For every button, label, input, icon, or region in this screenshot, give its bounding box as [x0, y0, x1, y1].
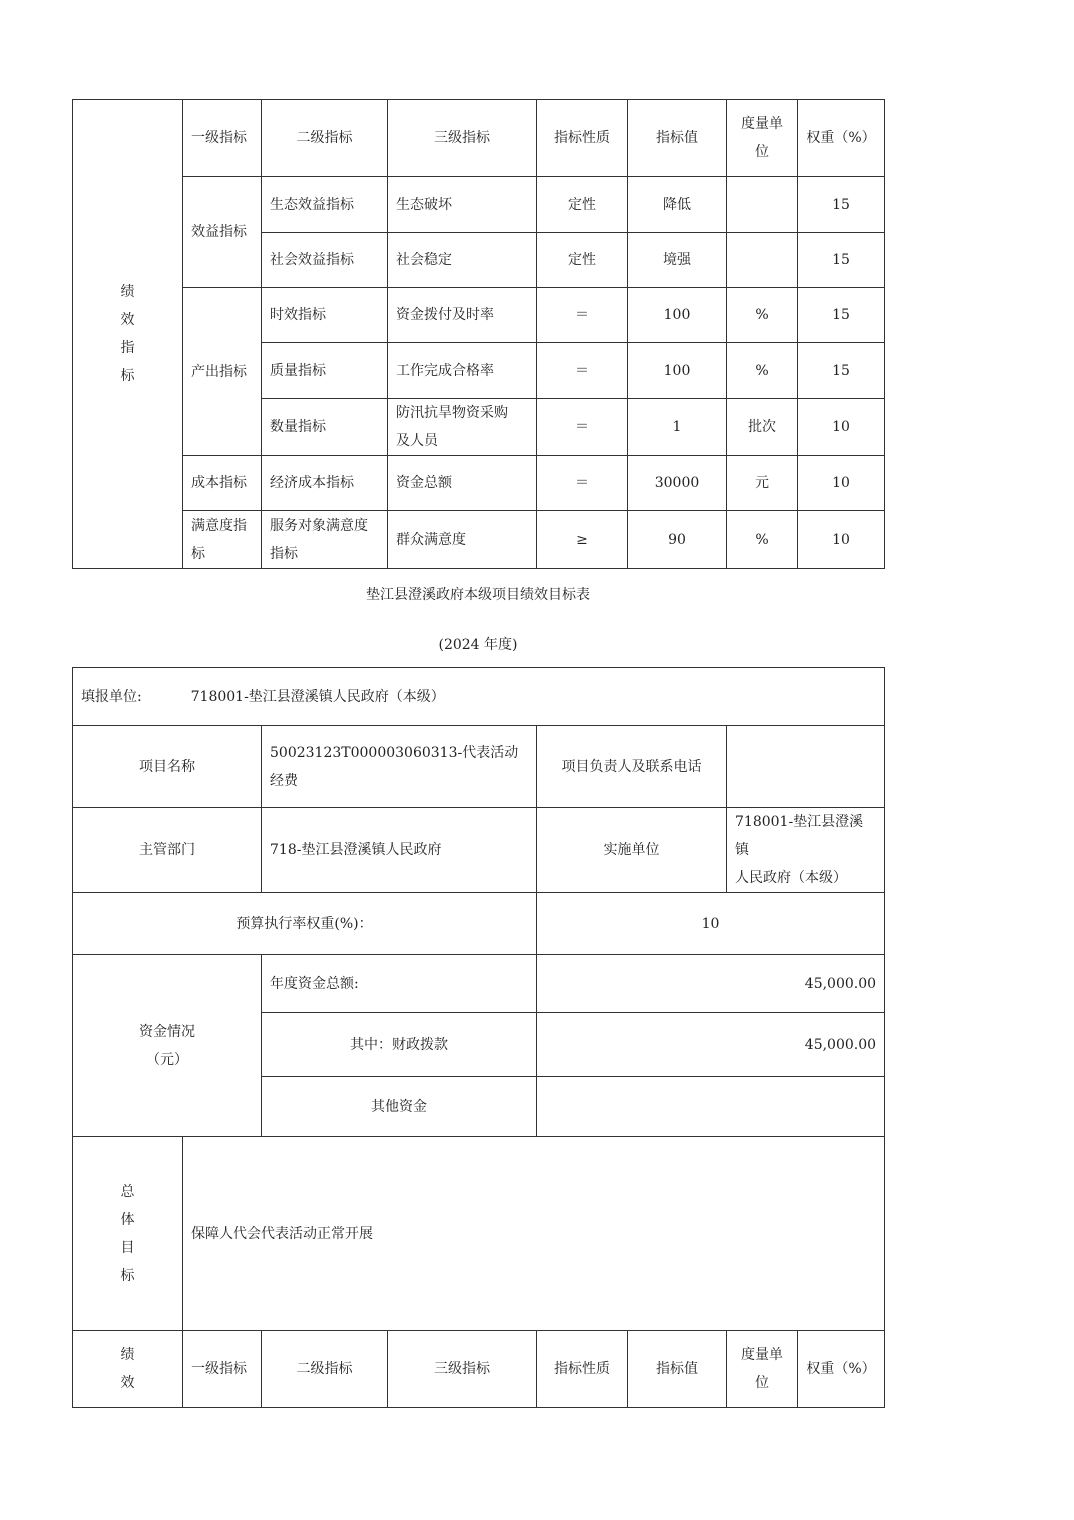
overall-goal-label: [73, 1137, 183, 1331]
header-level1: 一级指标: [183, 1331, 262, 1408]
unit-cell: %: [727, 288, 798, 343]
fiscal-label: 其中：财政拨款: [262, 1013, 537, 1077]
level1-cell: 产出指标: [183, 288, 262, 456]
level2-cell: 服务对象满意度 指标: [262, 511, 388, 569]
weight-cell: 10: [798, 511, 885, 569]
value-cell: 30000: [628, 456, 727, 511]
level3-cell: 生态破坏: [388, 177, 537, 233]
funds-label: 资金情况 （元）: [73, 955, 262, 1137]
perf-char: 绩: [120, 1347, 135, 1363]
contact-value: [727, 726, 885, 808]
goal-char: 目: [120, 1239, 135, 1256]
nature-cell: ＝: [537, 399, 628, 456]
annual-total-value: 45,000.00: [537, 955, 885, 1013]
level2-cell: 生态效益指标: [262, 177, 388, 233]
fill-unit-label: 填报单位:: [81, 688, 142, 705]
value-cell: 境强: [628, 233, 727, 288]
table-row: [73, 511, 885, 569]
dept-value: 718-垫江县澄溪镇人民政府: [262, 808, 537, 893]
perf-char: 效: [120, 1375, 135, 1391]
header-level2: 二级指标: [262, 1331, 388, 1408]
header-weight: 权重（%）: [798, 100, 885, 177]
project-target-table: [72, 667, 885, 1408]
dept-label: 主管部门: [73, 808, 262, 893]
annual-total-label: 年度资金总额:: [262, 955, 537, 1013]
level3-cell: 社会稳定: [388, 233, 537, 288]
header-level1: 一级指标: [183, 100, 262, 177]
unit-cell: 元: [727, 456, 798, 511]
header-level3: 三级指标: [388, 100, 537, 177]
weight-cell: 15: [798, 343, 885, 399]
other-funds-value: [537, 1077, 885, 1137]
header-value: 指标值: [628, 100, 727, 177]
weight-cell: 15: [798, 233, 885, 288]
level3-cell: 资金总额: [388, 456, 537, 511]
fill-unit-value: 718001-垫江县澄溪镇人民政府（本级）: [190, 688, 445, 705]
nature-cell: ＝: [537, 288, 628, 343]
impl-label: 实施单位: [537, 808, 727, 893]
side-char: 标: [120, 368, 135, 384]
perf-indicator-side-label: [73, 100, 183, 569]
header-unit: 度量单 位: [727, 1331, 798, 1408]
goal-char: 标: [120, 1267, 135, 1284]
goal-char: 体: [120, 1211, 135, 1228]
value-cell: 1: [628, 399, 727, 456]
fiscal-value: 45,000.00: [537, 1013, 885, 1077]
header-level2: 二级指标: [262, 100, 388, 177]
indicator-table-1: [72, 99, 885, 569]
value-cell: 降低: [628, 177, 727, 233]
impl-value: 718001-垫江县澄溪镇 人民政府（本级）: [727, 808, 885, 893]
side-char: 效: [120, 312, 135, 328]
header-value: 指标值: [628, 1331, 727, 1408]
perf-side-label: [73, 1331, 183, 1408]
table-row: [73, 177, 885, 233]
level3-cell: 工作完成合格率: [388, 343, 537, 399]
unit-cell: [727, 177, 798, 233]
table-row: [73, 288, 885, 343]
document-title: 垫江县澄溪政府本级项目绩效目标表: [366, 587, 590, 603]
weight-cell: 15: [798, 177, 885, 233]
level1-cell: 满意度指 标: [183, 511, 262, 569]
contact-label: 项目负责人及联系电话: [537, 726, 727, 808]
other-funds-label: 其他资金: [262, 1077, 537, 1137]
project-name-value: 50023123T000003060313-代表活动经费: [262, 726, 537, 808]
header-nature: 指标性质: [537, 1331, 628, 1408]
nature-cell: ＝: [537, 456, 628, 511]
side-char: 绩: [120, 284, 135, 300]
budget-weight-label: 预算执行率权重(%)：: [73, 893, 537, 955]
value-cell: 90: [628, 511, 727, 569]
level2-cell: 质量指标: [262, 343, 388, 399]
unit-cell: [727, 233, 798, 288]
level3-cell: 群众满意度: [388, 511, 537, 569]
unit-cell: 批次: [727, 399, 798, 456]
fill-unit-row: [73, 668, 885, 726]
level1-cell: 效益指标: [183, 177, 262, 288]
weight-cell: 15: [798, 288, 885, 343]
side-char: 指: [120, 340, 135, 356]
value-cell: 100: [628, 343, 727, 399]
budget-weight-value: 10: [537, 893, 885, 955]
level2-cell: 经济成本指标: [262, 456, 388, 511]
header-weight: 权重（%）: [798, 1331, 885, 1408]
unit-cell: %: [727, 343, 798, 399]
level2-cell: 社会效益指标: [262, 233, 388, 288]
weight-cell: 10: [798, 456, 885, 511]
level2-cell: 时效指标: [262, 288, 388, 343]
header-unit: 度量单 位: [727, 100, 798, 177]
document-year: (2024 年度): [438, 637, 518, 653]
header-level3: 三级指标: [388, 1331, 537, 1408]
project-name-label: 项目名称: [73, 726, 262, 808]
overall-goal-text: 保障人代会代表活动正常开展: [183, 1137, 885, 1331]
level3-cell: 防汛抗旱物资采购 及人员: [388, 399, 537, 456]
nature-cell: ≥: [537, 511, 628, 569]
goal-char: 总: [120, 1183, 135, 1200]
weight-cell: 10: [798, 399, 885, 456]
value-cell: 100: [628, 288, 727, 343]
table-row: [73, 456, 885, 511]
level1-cell: 成本指标: [183, 456, 262, 511]
level3-cell: 资金拨付及时率: [388, 288, 537, 343]
nature-cell: 定性: [537, 177, 628, 233]
level2-cell: 数量指标: [262, 399, 388, 456]
header-nature: 指标性质: [537, 100, 628, 177]
nature-cell: ＝: [537, 343, 628, 399]
nature-cell: 定性: [537, 233, 628, 288]
unit-cell: %: [727, 511, 798, 569]
